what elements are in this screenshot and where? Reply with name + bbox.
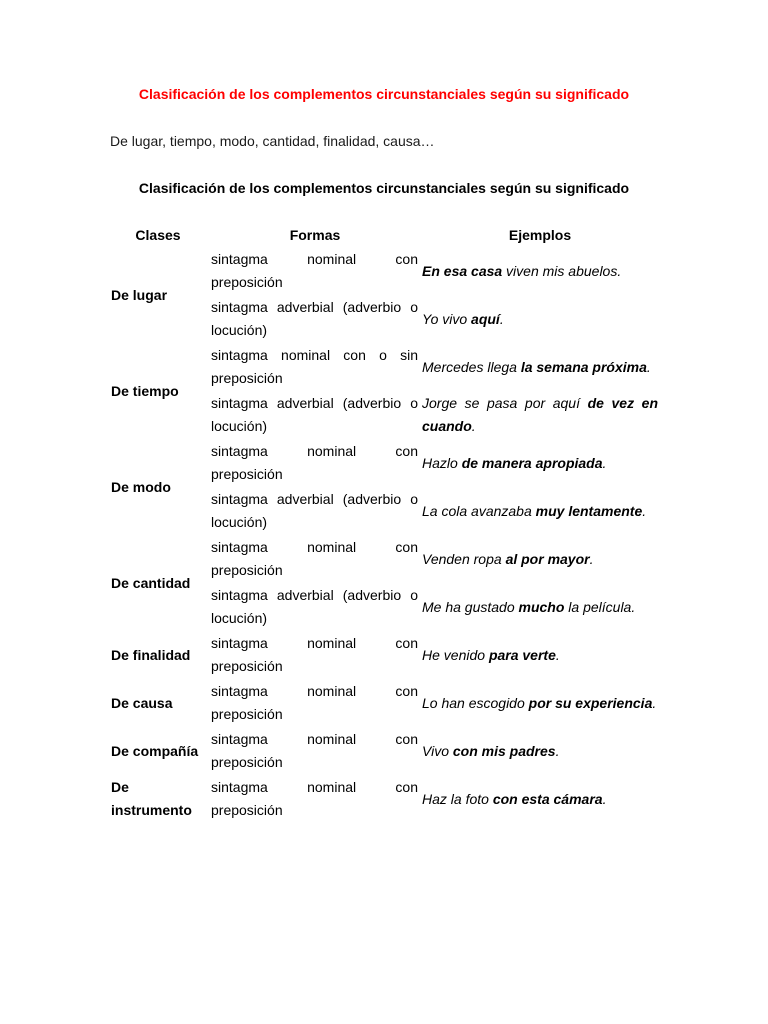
forma-cell <box>208 343 422 391</box>
ejemplo-cell <box>422 247 658 295</box>
intro-text: De lugar, tiempo, modo, cantidad, finalidad, causa… <box>110 133 435 149</box>
clase-cell: De cantidad <box>111 574 191 591</box>
ejemplo-highlight: para verte <box>488 646 556 663</box>
forma-word: nominal <box>307 683 357 699</box>
forma-word: con <box>395 539 418 555</box>
table-row <box>108 247 658 295</box>
forma-word: con <box>395 251 418 267</box>
forma-line-2: preposición <box>211 802 283 818</box>
forma-word: sintagma <box>211 635 268 651</box>
ejemplo-text: Vivo <box>422 742 453 759</box>
forma-line-1 <box>211 728 418 751</box>
ejemplo-cell <box>422 487 658 535</box>
ejemplo-text: La cola avanzaba <box>422 502 536 519</box>
forma-cell <box>208 583 422 631</box>
clase-cell: De lugar <box>111 286 168 303</box>
ejemplo-cell <box>422 295 658 343</box>
forma-word: adverbial <box>276 491 334 507</box>
forma-word: nominal <box>307 539 357 555</box>
ejemplo-text: la película. <box>564 598 636 615</box>
forma-word: sintagma <box>211 251 268 267</box>
forma-cell <box>208 439 422 487</box>
forma-word: sintagma <box>211 443 268 459</box>
ejemplo-text: Haz la foto <box>422 790 493 807</box>
ejemplo-cell <box>422 391 658 439</box>
ejemplo-text: . <box>602 454 607 471</box>
clase-cell: De compañía <box>111 742 199 759</box>
clase-cell: De finalidad <box>111 646 191 663</box>
forma-line-2: locución) <box>211 514 268 530</box>
forma-word: nominal <box>307 779 357 795</box>
forma-word: o <box>379 347 387 363</box>
clase-cell: De tiempo <box>111 382 179 399</box>
ejemplo-text: . <box>589 550 594 567</box>
forma-line-1 <box>211 536 418 559</box>
clase-cell: De modo <box>111 478 171 495</box>
forma-word: nominal <box>307 635 357 651</box>
forma-word: sintagma <box>211 779 268 795</box>
table-row <box>108 631 658 679</box>
forma-line-2: preposición <box>211 466 283 482</box>
ejemplo-highlight: aquí <box>471 310 500 327</box>
ejemplo-text: viven mis abuelos. <box>502 262 622 279</box>
forma-word: (adverbio <box>342 491 402 507</box>
forma-word: sintagma <box>211 731 268 747</box>
table-row <box>108 775 658 823</box>
forma-cell <box>208 679 422 727</box>
ejemplo-text: Yo vivo <box>422 310 472 327</box>
forma-word: con <box>343 347 366 363</box>
header-ejemplos: Ejemplos <box>508 227 572 243</box>
forma-line-1 <box>211 248 418 271</box>
forma-word: sintagma <box>211 539 268 555</box>
forma-word: con <box>395 779 418 795</box>
table-row <box>108 343 658 391</box>
ejemplo-text: . <box>642 502 647 519</box>
classification-table <box>108 224 658 823</box>
forma-word: sintagma <box>211 587 268 603</box>
forma-word: nominal <box>281 347 331 363</box>
table-row <box>108 727 658 775</box>
table-header-row <box>108 224 658 247</box>
forma-line-1 <box>211 344 418 367</box>
forma-word: sintagma <box>211 395 268 411</box>
forma-line-2: locución) <box>211 418 268 434</box>
ejemplo-cell <box>422 775 658 823</box>
forma-word: con <box>395 683 418 699</box>
forma-word: (adverbio <box>342 395 402 411</box>
forma-word: con <box>395 635 418 651</box>
ejemplo-highlight: mucho <box>518 598 565 615</box>
ejemplo-cell <box>422 535 658 583</box>
table-title: Clasificación de los complementos circunstanciales según su significado <box>138 180 630 196</box>
ejemplo-cell <box>422 679 658 727</box>
forma-line-1 <box>211 440 418 463</box>
ejemplo-cell <box>422 727 658 775</box>
forma-line-1 <box>211 584 418 607</box>
page-title: Clasificación de los complementos circunstanciales según su significado <box>138 86 630 102</box>
forma-word: o <box>410 491 418 507</box>
forma-word: o <box>410 587 418 603</box>
forma-line-1 <box>211 296 418 319</box>
ejemplo-highlight: muy lentamente <box>535 502 643 519</box>
header-formas: Formas <box>289 227 341 243</box>
forma-line-2: preposición <box>211 706 283 722</box>
table-row <box>108 439 658 487</box>
forma-line-2: preposición <box>211 754 283 770</box>
ejemplo-cell <box>422 439 658 487</box>
forma-word: nominal <box>307 731 357 747</box>
forma-word: sintagma <box>211 683 268 699</box>
forma-word: o <box>410 299 418 315</box>
ejemplo-highlight: de manera apropiada <box>461 454 603 471</box>
ejemplo-highlight: de vez en cuando <box>422 395 658 434</box>
ejemplo-highlight: con esta cámara <box>492 790 603 807</box>
forma-word: sintagma <box>211 347 268 363</box>
forma-word: adverbial <box>276 395 334 411</box>
forma-word: nominal <box>307 251 357 267</box>
forma-word: nominal <box>307 443 357 459</box>
ejemplo-text: . <box>646 358 651 375</box>
ejemplo-highlight: por su experiencia <box>528 694 653 711</box>
forma-word: adverbial <box>276 299 334 315</box>
forma-cell <box>208 487 422 535</box>
ejemplo-text: . <box>499 310 504 327</box>
ejemplo-text: . <box>555 742 560 759</box>
ejemplo-text: Hazlo <box>422 454 462 471</box>
ejemplo-text: Mercedes llega <box>422 358 521 375</box>
ejemplo-text: . <box>471 418 476 434</box>
forma-line-1 <box>211 632 418 655</box>
table-row <box>108 679 658 727</box>
forma-line-1 <box>211 488 418 511</box>
clase-cell: De instrumento <box>111 779 192 818</box>
header-clases: Clases <box>135 227 181 243</box>
forma-word: (adverbio <box>342 587 402 603</box>
forma-word: con <box>395 443 418 459</box>
clase-cell: De causa <box>111 694 173 711</box>
forma-word: sintagma <box>211 491 268 507</box>
ejemplo-highlight: con mis padres <box>452 742 556 759</box>
forma-line-2: locución) <box>211 322 268 338</box>
ejemplo-text: Jorge se pasa por aquí <box>422 395 588 411</box>
forma-word: sin <box>400 347 418 363</box>
ejemplo-highlight: En esa casa <box>422 262 503 279</box>
ejemplo-text: . <box>652 694 657 711</box>
forma-line-2: preposición <box>211 274 283 290</box>
ejemplo-text: Me ha gustado <box>422 598 519 615</box>
ejemplo-text: . <box>555 646 560 663</box>
ejemplo-text: Lo han escogido <box>422 694 529 711</box>
forma-line-2: locución) <box>211 610 268 626</box>
forma-line-2: preposición <box>211 370 283 386</box>
ejemplo-highlight: al por mayor <box>505 550 590 567</box>
ejemplo-cell <box>422 631 658 679</box>
table-row <box>108 535 658 583</box>
ejemplo-highlight: la semana próxima <box>520 358 647 375</box>
forma-cell <box>208 775 422 823</box>
table-body <box>108 247 658 823</box>
forma-word: con <box>395 731 418 747</box>
forma-word: sintagma <box>211 299 268 315</box>
forma-line-2: preposición <box>211 658 283 674</box>
forma-line-1 <box>211 392 418 415</box>
ejemplo-cell <box>422 583 658 631</box>
forma-line-1 <box>211 680 418 703</box>
ejemplo-cell <box>422 343 658 391</box>
forma-cell <box>208 727 422 775</box>
forma-word: (adverbio <box>342 299 402 315</box>
ejemplo-text: Venden ropa <box>422 550 506 567</box>
forma-line-2: preposición <box>211 562 283 578</box>
forma-word: o <box>410 395 418 411</box>
forma-cell <box>208 247 422 295</box>
forma-cell <box>208 391 422 439</box>
forma-cell <box>208 295 422 343</box>
ejemplo-text: . <box>602 790 607 807</box>
forma-line-1 <box>211 776 418 799</box>
forma-cell <box>208 631 422 679</box>
forma-cell <box>208 535 422 583</box>
forma-word: adverbial <box>276 587 334 603</box>
ejemplo-text: He venido <box>422 646 489 663</box>
